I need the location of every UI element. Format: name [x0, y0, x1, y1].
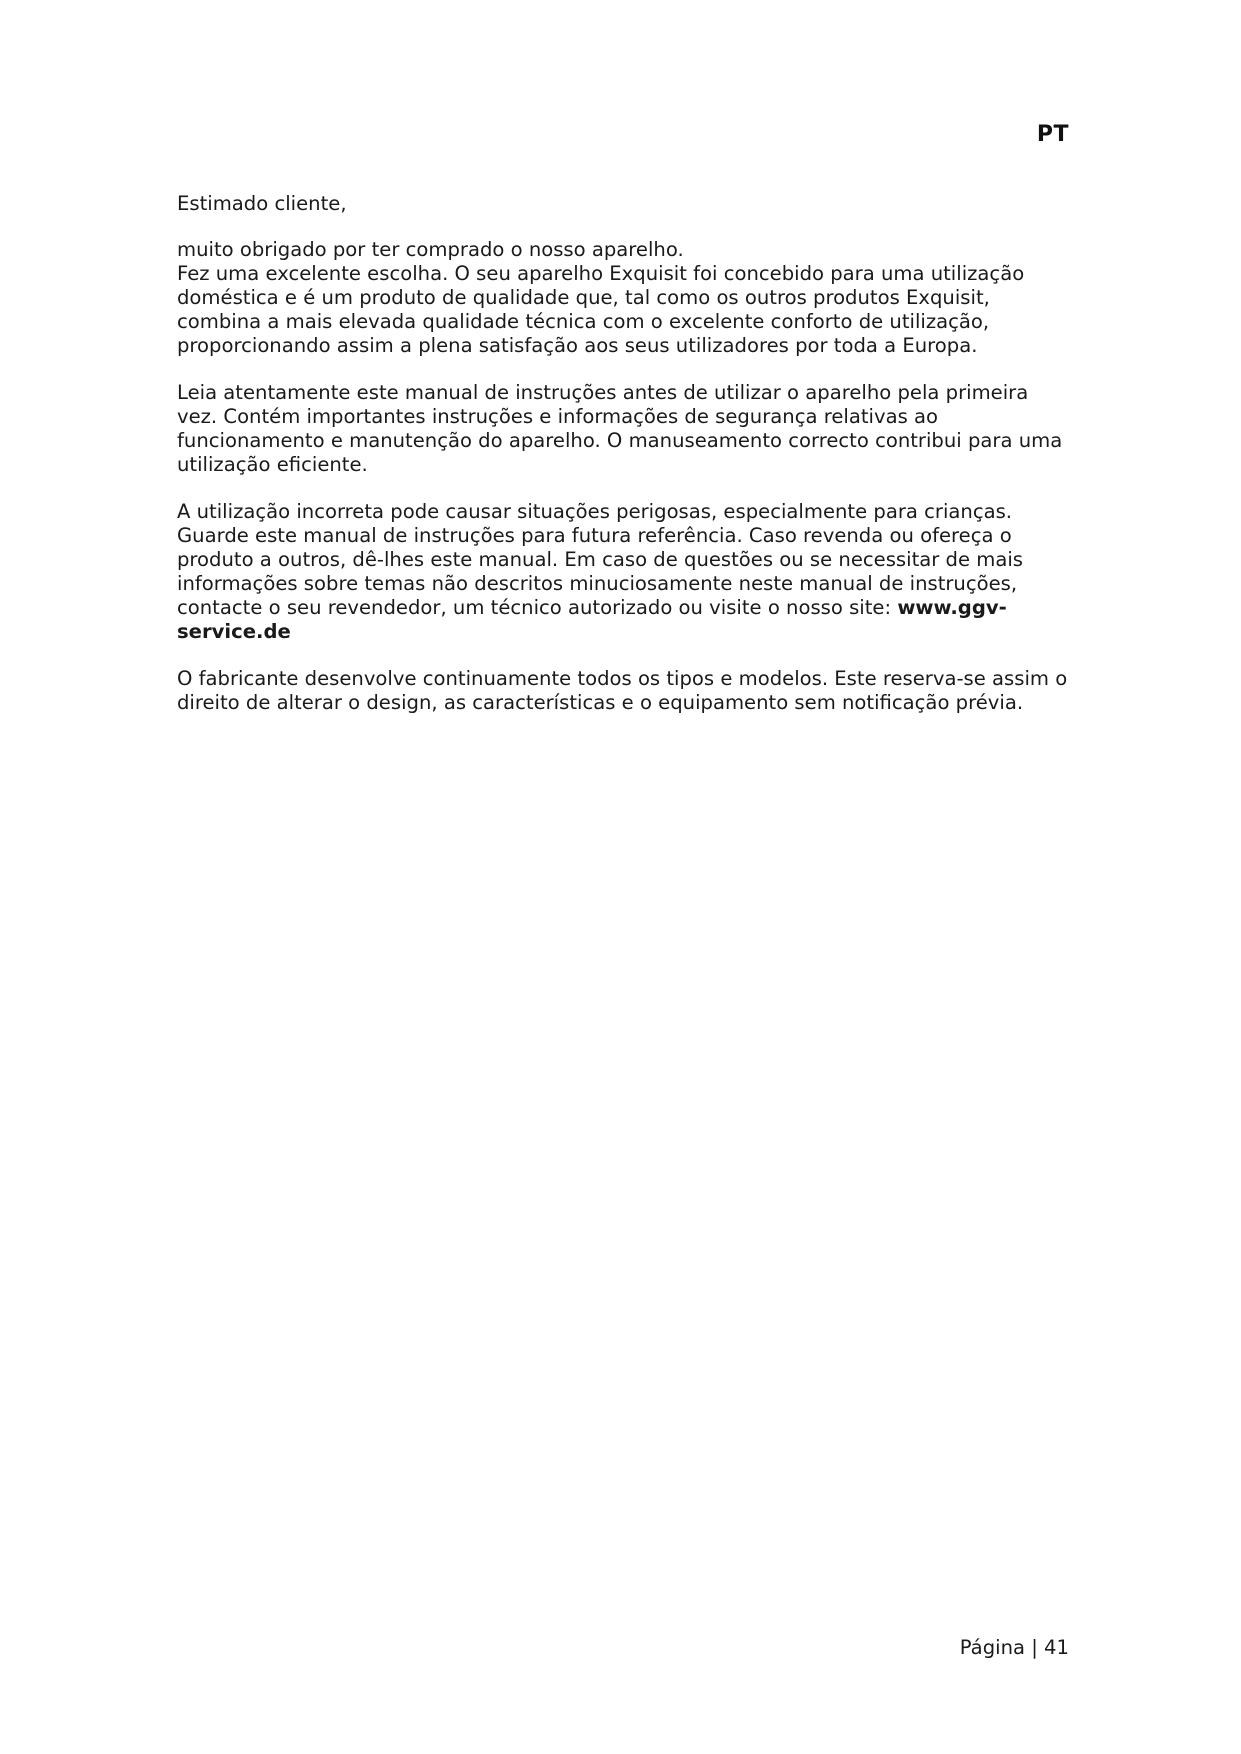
language-code: PT: [1036, 122, 1069, 147]
website-link[interactable]: www.ggv-service.de: [177, 596, 1007, 643]
thanks-line: muito obrigado por ter comprado o nosso aparelho.: [177, 238, 684, 261]
greeting: Estimado cliente,: [177, 192, 347, 215]
paragraph-read-manual: Leia atentamente este manual de instruções antes de utilizar o aparelho pela primeira vez. Contém importantes instruções e informações de segurança relativas ao funcionamento e manutenção do aparelho. O manuseamento correcto contribui para uma utilização eficiente.: [177, 381, 1063, 476]
paragraph-manufacturer: O fabricante desenvolve continuamente todos os tipos e modelos. Este reserva-se assim o direito de alterar o design, as características e o equipamento sem notificação prévia.: [177, 667, 1068, 714]
paragraph-safety-text: A utilização incorreta pode causar situações perigosas, especialmente para crianças. Guarde este manual de instruções para futura referência. Caso revenda ou ofereça o produto a outros, dê-lhes este manual. Em caso de questões ou se necessitar de mais informações sobre temas não descritos minuciosamente neste manual de instruções, contacte o seu revendedor, um técnico autorizado ou visite o nosso site:: [177, 500, 1024, 619]
paragraph-intro: Fez uma excelente escolha. O seu aparelho Exquisit foi concebido para uma utilização doméstica e é um produto de qualidade que, tal como os outros produtos Exquisit, combina a mais elevada qualidade técnica com o excelente conforto de utilização, proporcionando assim a plena satisfação aos seus utilizadores por toda a Europa.: [177, 262, 1025, 357]
paragraph-safety: [177, 500, 1072, 644]
document-body: [177, 192, 1072, 715]
page-number: Página | 41: [959, 1636, 1069, 1659]
